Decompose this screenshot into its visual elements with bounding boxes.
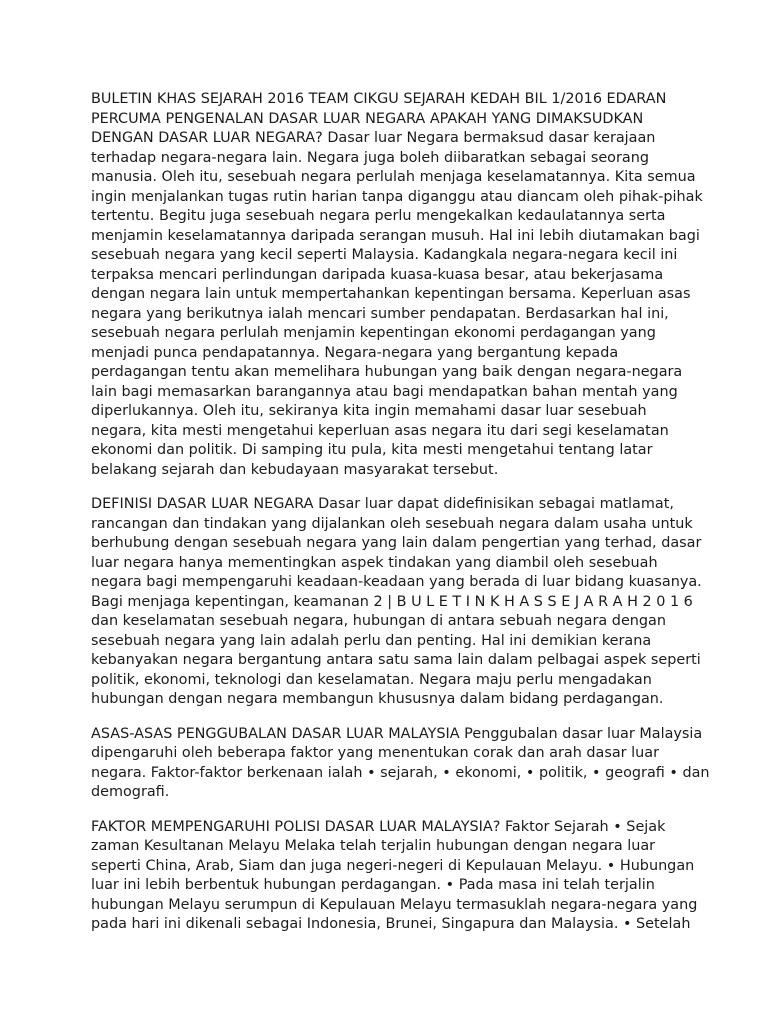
text-line: manusia. Oleh itu, sesebuah negara perlulah menjaga keselamatannya. Kita semua [91, 169, 696, 185]
text-line: belakang sejarah dan kebudayaan masyarakat tersebut. [91, 461, 499, 478]
paragraph-faktor [91, 818, 698, 935]
text-line: kebanyakan negara bergantung antara satu sama lain dalam pelbagai aspek seperti [91, 652, 701, 668]
text-line: BULETIN KHAS SEJARAH 2016 TEAM CIKGU SEJARAH KEDAH BIL 1/2016 EDARAN [91, 91, 667, 107]
text-line: DEFINISI DASAR LUAR NEGARA Dasar luar dapat didefinisikan sebagai matlamat, [91, 496, 674, 512]
text-line: menjamin keselamatannya daripada serangan musuh. Hal ini lebih diutamakan bagi [91, 227, 700, 244]
text-line: sesebuah negara yang lain adalah perlu dan penting. Hal ini demikian kerana [91, 632, 652, 649]
text-line: FAKTOR MEMPENGARUHI POLISI DASAR LUAR MALAYSIA? Faktor Sejarah • Sejak [91, 818, 666, 835]
text-line: diperlukannya. Oleh itu, sekiranya kita ingin memahami dasar luar sesebuah [91, 403, 647, 419]
text-line: ingin menjalankan tugas rutin harian tanpa diganggu atau diancam oleh pihak-pihak [91, 188, 703, 205]
text-line: negara yang berikutnya ialah mencari sumber pendapatan. Berdasarkan hal ini, [91, 305, 669, 322]
paragraph-definisi [91, 495, 702, 710]
text-line: terpaksa mencari perlindungan daripada kuasa-kuasa besar, atau bekerjasama [91, 266, 664, 283]
text-line: DENGAN DASAR LUAR NEGARA? Dasar luar Negara bermaksud dasar kerajaan [91, 130, 656, 146]
text-line: ASAS-ASAS PENGGUBALAN DASAR LUAR MALAYSIA Penggubalan dasar luar Malaysia [91, 725, 703, 742]
text-line: dipengaruhi oleh beberapa faktor yang menentukan corak dan arah dasar luar [91, 745, 660, 761]
paragraph-asas-asas [91, 725, 710, 803]
text-line: luar negara hanya mementingkan aspek tindakan yang diambil oleh sesebuah [91, 554, 658, 571]
text-line: seperti China, Arab, Siam dan juga negeri-negeri di Kepulauan Melayu. • Hubungan [91, 857, 695, 874]
paragraph-pengenalan [91, 90, 703, 480]
text-line: hubungan Melayu serumpun di Kepulauan Melayu termasuklah negara-negara yang [91, 896, 698, 913]
text-line: negara bagi mempengaruhi keadaan-keadaan yang berada di luar bidang kuasanya. [91, 574, 702, 590]
text-line: lain bagi memasarkan barangannya atau bagi mendapatkan bahan mentah yang [91, 383, 678, 400]
text-line: politik, ekonomi, teknologi dan keselamatan. Negara maju perlu mengadakan [91, 671, 652, 688]
text-line: perdagangan tentu akan memelihara hubungan yang baik dengan negara-negara [91, 364, 683, 380]
text-line: ekonomi dan politik. Di samping itu pula, kita mesti mengetahui tentang latar [91, 442, 653, 458]
text-line: negara, kita mesti mengetahui keperluan asas negara itu dari segi keselamatan [91, 422, 669, 439]
text-line: dan keselamatan sesebuah negara, hubungan di antara sebuah negara dengan [91, 613, 666, 629]
text-line: PERCUMA PENGENALAN DASAR LUAR NEGARA APAKAH YANG DIMAKSUDKAN [91, 110, 644, 127]
text-line: hubungan dengan negara membangun khususnya dalam bidang perdagangan. [91, 691, 664, 707]
text-line: terhadap negara-negara lain. Negara juga boleh diibaratkan sebagai seorang [91, 149, 649, 166]
text-line: menjadi punca pendapatannya. Negara-negara yang bergantung kepada [91, 344, 619, 361]
text-line: rancangan dan tindakan yang dijalankan oleh sesebuah negara dalam usaha untuk [91, 515, 693, 532]
text-line: Bagi menjaga kepentingan, keamanan 2 | B U L E T I N K H A S S E J A R A H 2 0 1 6 [91, 593, 693, 610]
document-page [91, 90, 710, 950]
text-line: zaman Kesultanan Melayu Melaka telah terjalin hubungan dengan negara luar [91, 838, 656, 854]
text-line: sesebuah negara perlulah menjamin kepentingan ekonomi perdagangan yang [91, 325, 656, 341]
text-line: demografi. [91, 784, 170, 800]
text-line: dengan negara lain untuk mempertahankan kepentingan bersama. Keperluan asas [91, 286, 691, 302]
text-line: sesebuah negara yang kecil seperti Malaysia. Kadangkala negara-negara kecil ini [91, 247, 678, 263]
text-line: tertentu. Begitu juga sesebuah negara perlu mengekalkan kedaulatannya serta [91, 208, 666, 224]
text-line: berhubung dengan sesebuah negara yang lain dalam pengertian yang terhad, dasar [91, 535, 702, 551]
text-line: pada hari ini dikenali sebagai Indonesia, Brunei, Singapura dan Malaysia. • Setelah [91, 916, 691, 932]
text-line: luar ini lebih berbentuk hubungan perdagangan. • Pada masa ini telah terjalin [91, 877, 655, 893]
text-line: negara. Faktor-faktor berkenaan ialah • sejarah, • ekonomi, • politik, • geografi • dan [91, 764, 710, 781]
